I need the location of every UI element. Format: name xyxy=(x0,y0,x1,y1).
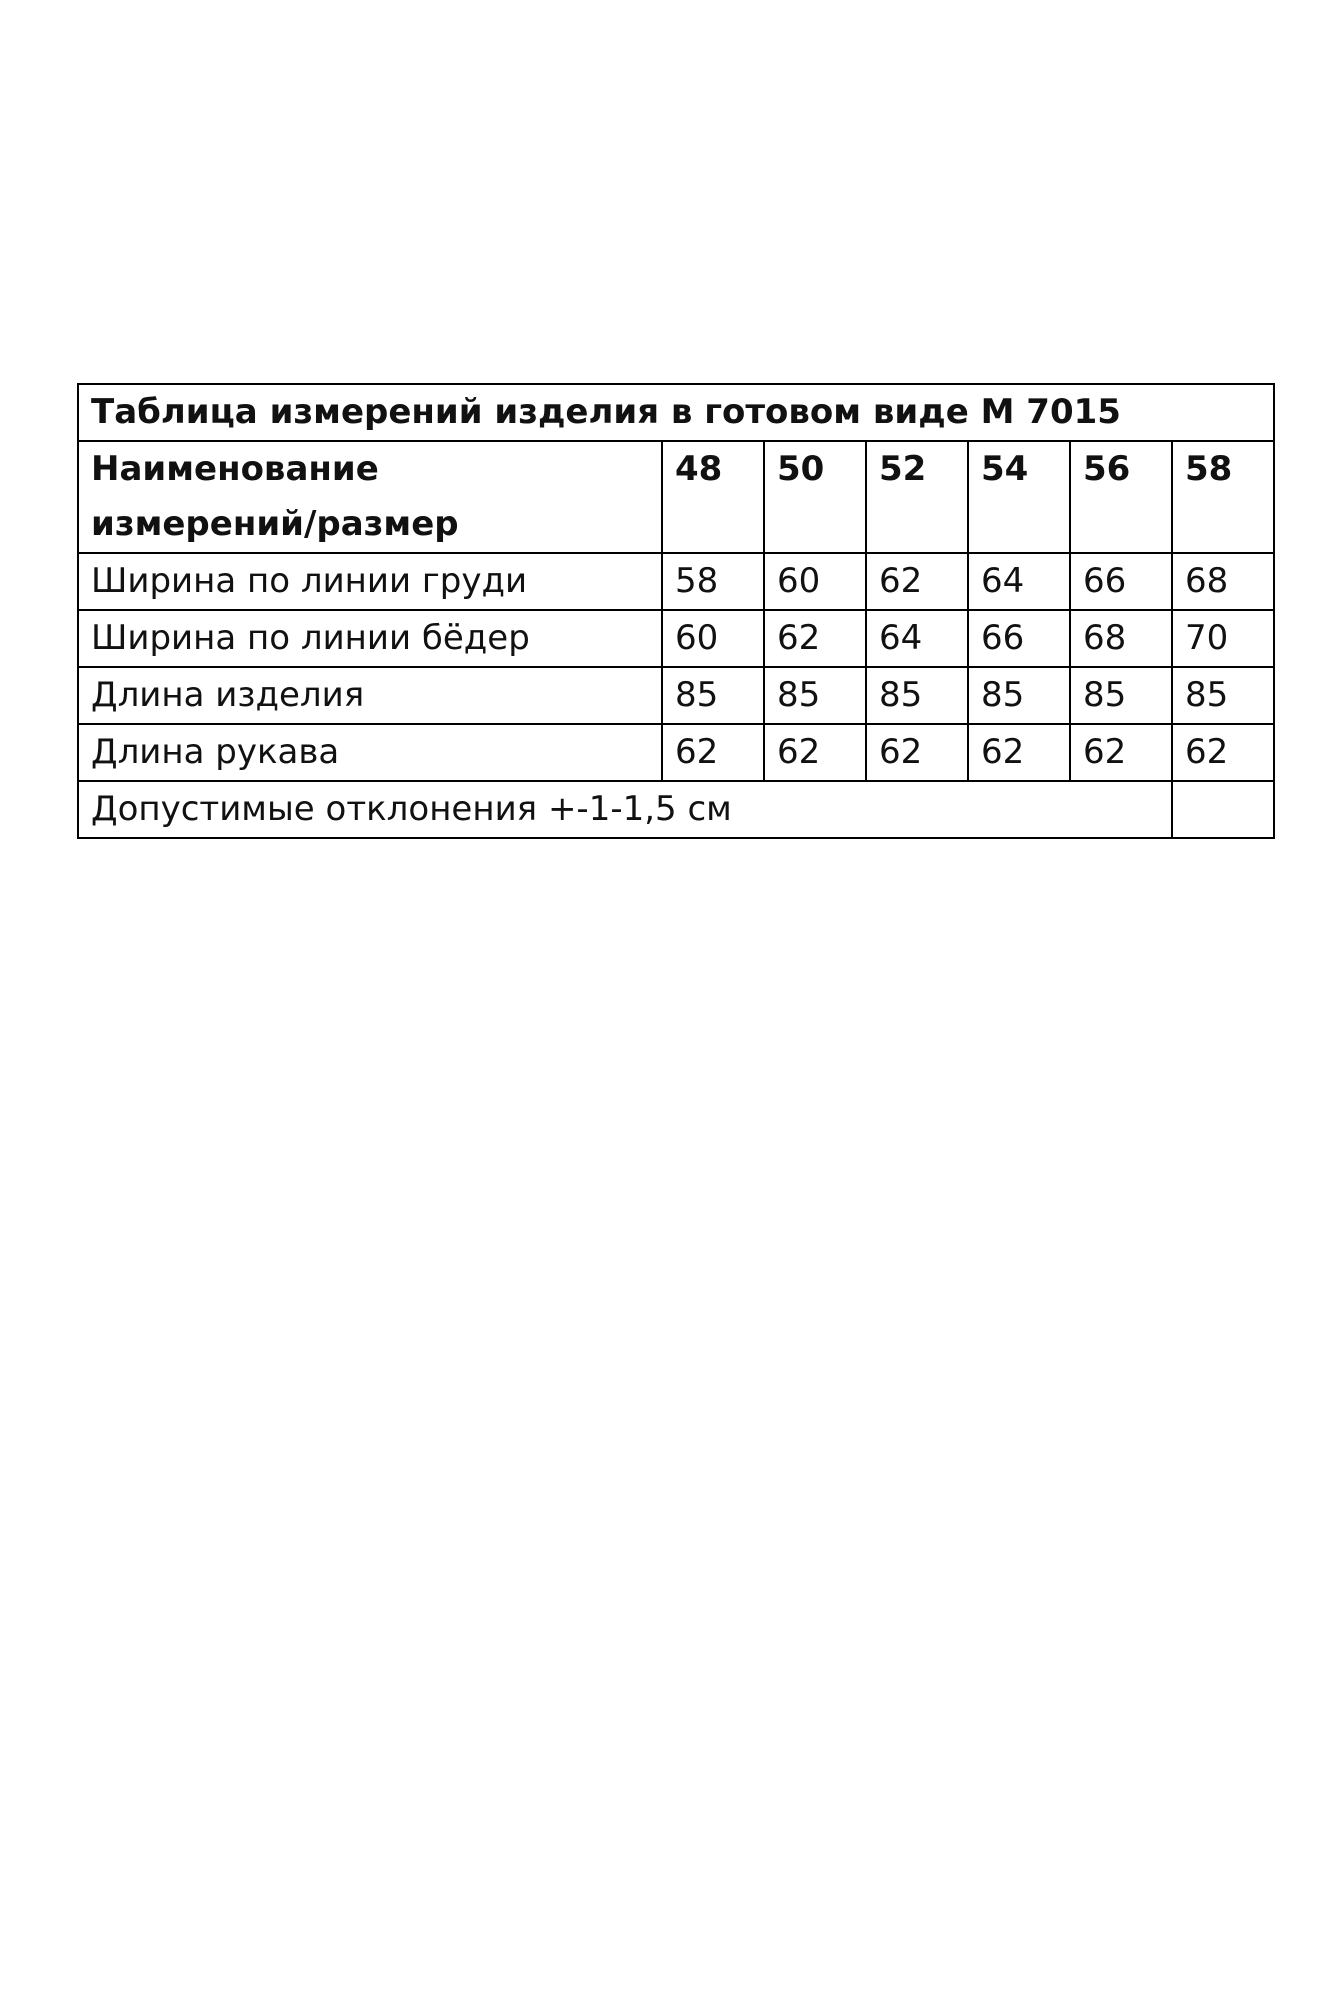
value-cell: 64 xyxy=(866,610,968,667)
size-header-cell: 48 xyxy=(662,441,764,553)
value-cell: 66 xyxy=(968,610,1070,667)
value-cell: 85 xyxy=(866,667,968,724)
value-cell: 62 xyxy=(662,724,764,781)
value-cell: 62 xyxy=(866,724,968,781)
value-cell: 64 xyxy=(968,553,1070,610)
value-cell: 70 xyxy=(1172,610,1274,667)
value-cell: 62 xyxy=(1172,724,1274,781)
row-label: Ширина по линии бёдер xyxy=(78,610,662,667)
value-cell: 66 xyxy=(1070,553,1172,610)
value-cell: 85 xyxy=(764,667,866,724)
row-label: Длина изделия xyxy=(78,667,662,724)
value-cell: 60 xyxy=(764,553,866,610)
size-header-cell: 54 xyxy=(968,441,1070,553)
tolerance-note: Допустимые отклонения +-1-1,5 см xyxy=(78,781,1172,838)
table-header-row xyxy=(78,441,1274,553)
table-row xyxy=(78,610,1274,667)
table-row xyxy=(78,553,1274,610)
row-label: Ширина по линии груди xyxy=(78,553,662,610)
value-cell: 58 xyxy=(662,553,764,610)
value-cell: 68 xyxy=(1172,553,1274,610)
table-row xyxy=(78,724,1274,781)
header-label-line1: Наименование xyxy=(91,449,379,489)
size-measurement-table xyxy=(77,383,1275,839)
value-cell: 60 xyxy=(662,610,764,667)
size-header-cell: 56 xyxy=(1070,441,1172,553)
value-cell: 62 xyxy=(968,724,1070,781)
value-cell: 85 xyxy=(968,667,1070,724)
table-note-row xyxy=(78,781,1274,838)
value-cell: 85 xyxy=(1070,667,1172,724)
value-cell: 62 xyxy=(764,610,866,667)
row-label: Длина рукава xyxy=(78,724,662,781)
value-cell: 85 xyxy=(662,667,764,724)
header-label-line2: измерений/размер xyxy=(91,504,459,544)
value-cell: 62 xyxy=(764,724,866,781)
size-header-cell: 58 xyxy=(1172,441,1274,553)
table-title-row xyxy=(78,384,1274,441)
header-label-cell xyxy=(78,441,662,553)
size-header-cell: 52 xyxy=(866,441,968,553)
value-cell: 62 xyxy=(866,553,968,610)
size-header-cell: 50 xyxy=(764,441,866,553)
value-cell: 85 xyxy=(1172,667,1274,724)
table-title: Таблица измерений изделия в готовом виде М 7015 xyxy=(78,384,1274,441)
value-cell: 62 xyxy=(1070,724,1172,781)
value-cell: 68 xyxy=(1070,610,1172,667)
empty-cell xyxy=(1172,781,1274,838)
table-row xyxy=(78,667,1274,724)
